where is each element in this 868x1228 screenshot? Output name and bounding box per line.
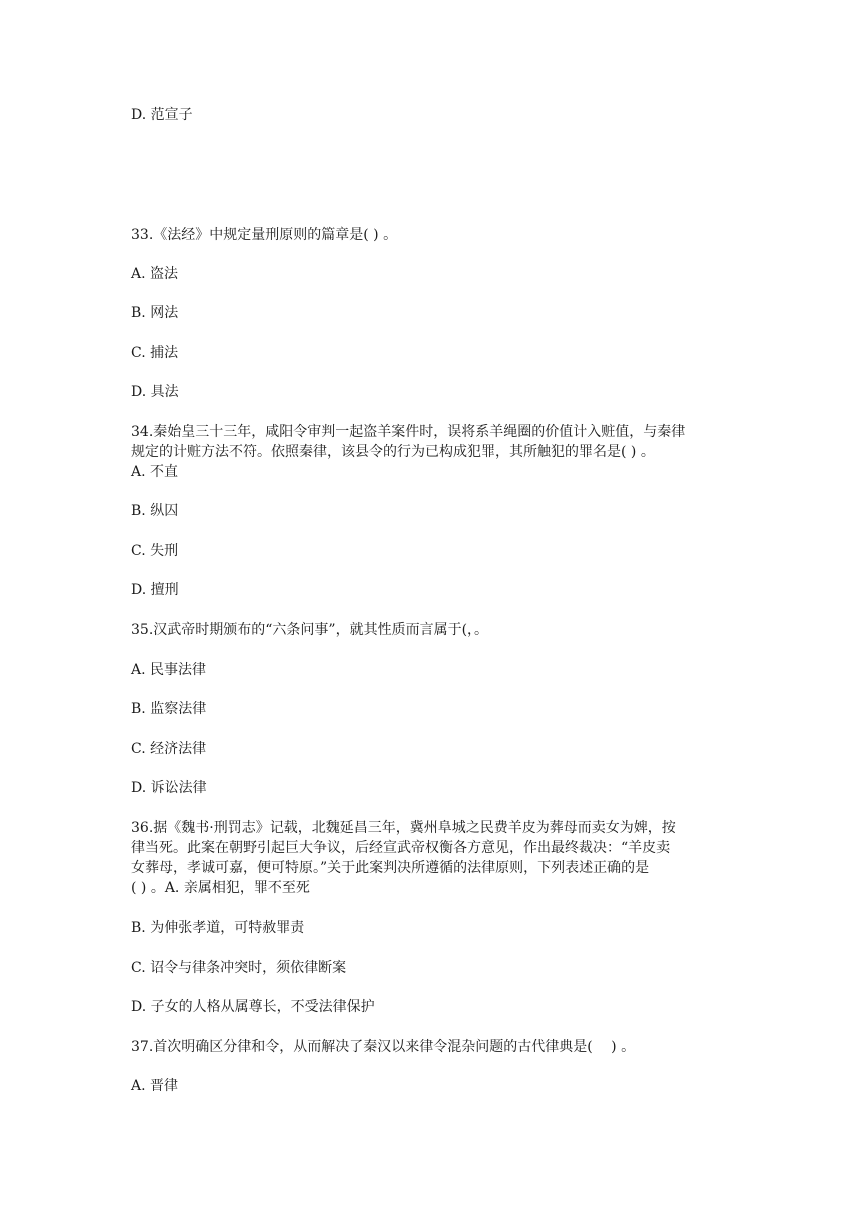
question-33-option-a: A. 盗法 (131, 266, 179, 282)
question-35-option-d: D. 诉讼法律 (131, 780, 207, 796)
option-d-prev: D. 范宣子 (131, 107, 193, 123)
question-34-stem (131, 422, 741, 462)
question-34-option-b: B. 纵囚 (131, 503, 179, 519)
question-33-option-d: D. 具法 (131, 384, 179, 400)
question-34-stem-line: 规定的计赃方法不符。依照秦律，该县令的行为已构成犯罪，其所触犯的罪名是( ) 。 (131, 444, 655, 460)
question-33-option-c: C. 捕法 (131, 345, 179, 361)
question-34-option-c: C. 失刑 (131, 543, 179, 559)
question-36-option-c: C. 诏令与律条冲突时，须依律断案 (131, 960, 347, 976)
question-34-option-d: D. 擅刑 (131, 582, 179, 598)
question-35-stem: 35.汉武帝时期颁布的“六条问事”，就其性质而言属于(，。 (131, 622, 489, 638)
question-36-stem-line: 女葬母，孝诚可嘉，便可特原。”关于此案判决所遵循的法律原则，下列表述正确的是 (131, 860, 650, 876)
question-37-option-a: A. 晋律 (131, 1078, 179, 1094)
question-36-option-d: D. 子女的人格从属尊长，不受法律保护 (131, 999, 375, 1015)
question-36-stem-line: 律当死。此案在朝野引起巨大争议，后经宣武帝权衡各方意见，作出最终裁决：“羊皮卖 (131, 840, 671, 856)
question-33-option-b: B. 网法 (131, 305, 179, 321)
question-35-option-a: A. 民事法律 (131, 662, 207, 678)
question-36-option-b: B. 为伸张孝道，可特赦罪责 (131, 920, 305, 936)
question-36-stem-line: ( ) 。A. 亲属相犯，罪不至死 (131, 880, 310, 896)
question-33-stem: 33.《法经》中规定量刑原则的篇章是( ) 。 (131, 227, 398, 243)
question-37-stem: 37.首次明确区分律和令，从而解决了秦汉以来律令混杂问题的古代律典是( ) 。 (131, 1039, 636, 1055)
question-35-option-c: C. 经济法律 (131, 741, 207, 757)
question-36-stem-line: 36.据《魏书·刑罚志》记载，北魏延昌三年，冀州阜城之民费羊皮为葬母而卖女为婢，按 (131, 820, 676, 836)
question-35-option-b: B. 监察法律 (131, 701, 207, 717)
question-34-option-a: A. 不直 (131, 464, 179, 480)
question-36-stem (131, 818, 741, 898)
question-34-stem-line: 34.秦始皇三十三年，咸阳令审判一起盗羊案件时，误将系羊绳圈的价值计入赃值，与秦律 (131, 424, 686, 440)
